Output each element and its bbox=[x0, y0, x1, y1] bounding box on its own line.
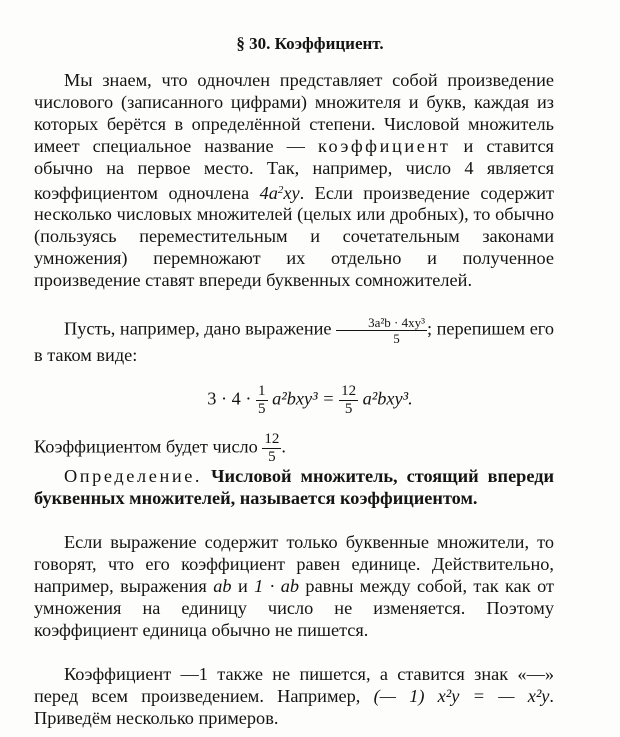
fraction-expression: $\frac{\text{3a²b · 4xy³}}{5}$ bbox=[336, 316, 427, 345]
definition-block bbox=[34, 466, 554, 510]
paragraph-negative-coefficient: Коэффициент —1 также не пишется, а ставится знак «—» перед всем произведением. Например, (— 1) x²y = — x²y. Приведём несколько примеров. bbox=[34, 664, 554, 728]
fraction-coefficient: $\frac{12}{5}$ bbox=[264, 431, 280, 465]
paragraph-example: Пусть, например, дано выражение $\frac{\text{3a²b · 4xy³}}{5}$ ; перепишем его в таком виде: bbox=[34, 315, 554, 365]
definition-label: Определение. bbox=[64, 466, 203, 486]
display-formula: 3 · 4 · $\frac{1}{5}$ a²bxy³ = $\frac{12}{5}$ a²bxy³. bbox=[207, 383, 413, 417]
paragraph-coefficient-value: Коэффициентом будет число $\frac{12}{5}$ . bbox=[34, 431, 286, 465]
paragraph-unit-coefficient: Если выражение содержит только буквенные множители, то говорят, что его коэффициент равен единице. Действительно, например, выражения ab и 1 · ab равны между собой, так как от умножения на единицу число не изменяется. Поэтому коэффициент единица обычно не пишется. bbox=[34, 532, 554, 640]
section-heading: § 30. Коэффициент. bbox=[236, 34, 384, 53]
fraction-twelve-fifths: $\frac{12}{5}$ bbox=[341, 383, 357, 417]
term-coefficient: коэффициент bbox=[317, 135, 451, 156]
example-monomial: $4a^2xy$ bbox=[259, 182, 300, 203]
definition-text: Числовой множитель, стоящий впереди буквенных множителей, называется коэффициентом. bbox=[34, 466, 554, 508]
fraction-one-fifth: $\frac{1}{5}$ bbox=[258, 383, 266, 417]
paragraph-monomial: Мы знаем, что одночлен представляет собой произведение числового (записанного цифрами) множителя и букв, каждая из которых берётся в определённой степени. Числовой множитель имеет специальное название — коэффициент и ставится обычно на первое место. Так, например, число 4 является коэффициентом одночлена $4a^2xy$. Если произведение содержит несколько числовых множителей (целых или дробных), то обычно (пользуясь переместительным и сочетательным законами умножения) перемножают их отдельно и полученное произведение ставят впереди буквенных сомножителей. bbox=[34, 70, 555, 291]
negative-example: (— 1) x²y = — x²y bbox=[373, 685, 550, 706]
